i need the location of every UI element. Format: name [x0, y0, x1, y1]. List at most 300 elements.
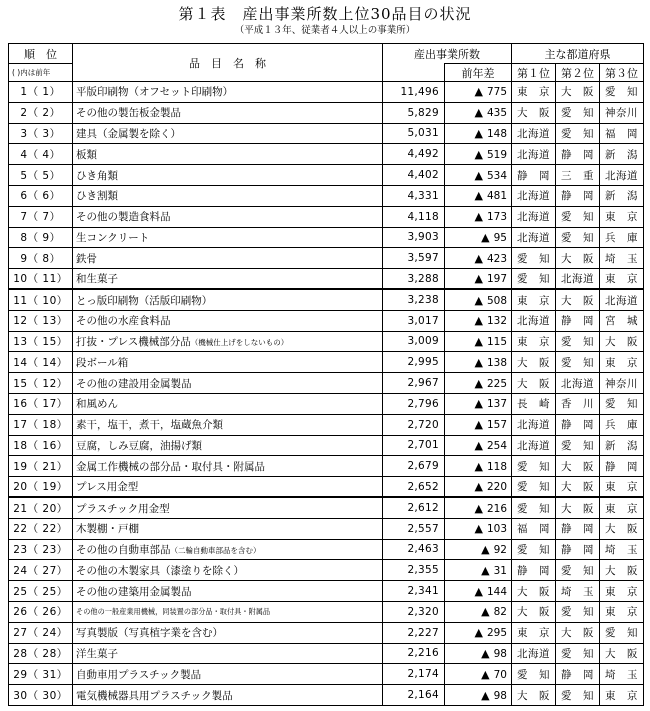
- row-item-name: 和生菓子: [76, 273, 118, 286]
- decrease-triangle-icon: ▲: [481, 688, 490, 702]
- row-count: 3,288: [383, 269, 445, 290]
- row-item-name: ひき角類: [76, 169, 118, 182]
- row-pref-1: 北海道: [512, 414, 556, 435]
- row-pref-1: 福 岡: [512, 518, 556, 539]
- table-row: [9, 248, 644, 269]
- row-item-name: 鉄骨: [76, 252, 97, 265]
- row-diff: [445, 601, 512, 622]
- row-pref-1: 北海道: [512, 144, 556, 165]
- row-pref-3: 兵 庫: [600, 227, 644, 248]
- row-count: 2,796: [383, 393, 445, 414]
- decrease-triangle-icon: ▲: [474, 438, 483, 452]
- row-pref-1: 北海道: [512, 227, 556, 248]
- row-rank: 15（ 12）: [9, 373, 73, 394]
- row-pref-2: 静 岡: [556, 310, 600, 331]
- row-count: 2,463: [383, 539, 445, 560]
- row-item: [73, 165, 383, 186]
- table-row: [9, 685, 644, 706]
- row-item: [73, 518, 383, 539]
- row-item-name: 板類: [76, 148, 97, 161]
- row-count: 4,492: [383, 144, 445, 165]
- row-rank: 8（ 9）: [9, 227, 73, 248]
- table-row: [9, 477, 644, 498]
- row-item-name: 段ボール箱: [76, 356, 129, 369]
- row-diff: [445, 102, 512, 123]
- decrease-triangle-icon: ▲: [474, 459, 483, 473]
- row-item: [73, 373, 383, 394]
- row-pref-1: 長 崎: [512, 393, 556, 414]
- row-pref-2: 愛 知: [556, 643, 600, 664]
- row-pref-1: 北海道: [512, 643, 556, 664]
- row-pref-1: 静 岡: [512, 165, 556, 186]
- row-item: [73, 331, 383, 352]
- row-item: [73, 477, 383, 498]
- row-item-name: 建具（金属製を除く）: [76, 127, 181, 140]
- row-pref-1: 静 岡: [512, 560, 556, 581]
- row-item-name: プレス用金型: [76, 481, 139, 494]
- row-pref-1: 大 阪: [512, 581, 556, 602]
- decrease-triangle-icon: ▲: [474, 314, 483, 328]
- row-rank: 10（ 11）: [9, 269, 73, 290]
- row-pref-2: 愛 知: [556, 331, 600, 352]
- row-rank: 20（ 19）: [9, 477, 73, 498]
- row-diff-value: 775: [486, 86, 507, 99]
- row-pref-1: 大 阪: [512, 352, 556, 373]
- row-item: [73, 227, 383, 248]
- header-pref-2: 第２位: [556, 64, 600, 82]
- row-item-name: その他の建築用金属製品: [76, 585, 192, 598]
- table-row: [9, 560, 644, 581]
- row-count: 3,017: [383, 310, 445, 331]
- row-item-name: その他の建設用金属製品: [76, 377, 192, 390]
- row-pref-2: 大 阪: [556, 456, 600, 477]
- row-count: 2,557: [383, 518, 445, 539]
- row-diff-value: 508: [486, 294, 507, 307]
- row-item: [73, 685, 383, 706]
- row-item: [73, 664, 383, 685]
- row-pref-2: 愛 知: [556, 435, 600, 456]
- row-pref-1: 北海道: [512, 310, 556, 331]
- row-count: 4,118: [383, 206, 445, 227]
- row-diff-value: 70: [493, 668, 507, 681]
- row-diff: [445, 352, 512, 373]
- row-item-name: 洋生菓子: [76, 647, 118, 660]
- row-diff-value: 216: [486, 502, 507, 515]
- row-diff: [445, 165, 512, 186]
- row-diff-value: 137: [486, 398, 507, 411]
- decrease-triangle-icon: ▲: [481, 542, 490, 556]
- row-diff: [445, 643, 512, 664]
- row-item: [73, 581, 383, 602]
- row-pref-3: 愛 知: [600, 393, 644, 414]
- row-item-name: 自動車用プラスチック製品: [76, 668, 202, 681]
- row-diff: [445, 310, 512, 331]
- row-pref-2: 静 岡: [556, 414, 600, 435]
- row-pref-2: 埼 玉: [556, 581, 600, 602]
- table-row: [9, 352, 644, 373]
- row-pref-3: 東 京: [600, 497, 644, 518]
- row-item: [73, 352, 383, 373]
- row-rank: 16（ 17）: [9, 393, 73, 414]
- row-item: [73, 435, 383, 456]
- row-pref-1: 愛 知: [512, 497, 556, 518]
- row-pref-3: 新 潟: [600, 185, 644, 206]
- row-pref-2: 愛 知: [556, 123, 600, 144]
- row-item: [73, 601, 383, 622]
- row-pref-2: 静 岡: [556, 185, 600, 206]
- decrease-triangle-icon: ▲: [474, 522, 483, 536]
- row-diff: [445, 144, 512, 165]
- row-item-note: （機械仕上げをしないもの）: [190, 337, 289, 347]
- row-count: 3,009: [383, 331, 445, 352]
- table-row: [9, 289, 644, 310]
- row-diff: [445, 497, 512, 518]
- row-count: 2,679: [383, 456, 445, 477]
- row-pref-3: 埼 玉: [600, 664, 644, 685]
- row-pref-2: 愛 知: [556, 352, 600, 373]
- table-row: [9, 331, 644, 352]
- row-rank: 17（ 18）: [9, 414, 73, 435]
- row-pref-2: 大 阪: [556, 289, 600, 310]
- row-diff: [445, 622, 512, 643]
- row-pref-1: 大 阪: [512, 373, 556, 394]
- row-count: 2,320: [383, 601, 445, 622]
- row-pref-3: 大 阪: [600, 331, 644, 352]
- table-row: [9, 581, 644, 602]
- decrease-triangle-icon: ▲: [474, 147, 483, 161]
- row-pref-2: 愛 知: [556, 206, 600, 227]
- row-pref-3: 新 潟: [600, 435, 644, 456]
- row-pref-2: 静 岡: [556, 518, 600, 539]
- row-pref-2: 愛 知: [556, 227, 600, 248]
- table-body: [9, 82, 644, 706]
- row-rank: 3（ 3）: [9, 123, 73, 144]
- row-diff-value: 254: [486, 439, 507, 452]
- row-item-name: ひき割類: [76, 190, 118, 203]
- row-item: [73, 185, 383, 206]
- decrease-triangle-icon: ▲: [481, 646, 490, 660]
- row-pref-2: 北海道: [556, 373, 600, 394]
- row-count: 2,216: [383, 643, 445, 664]
- row-item: [73, 123, 383, 144]
- ranking-table: [8, 43, 644, 706]
- decrease-triangle-icon: ▲: [481, 605, 490, 619]
- row-diff-value: 115: [486, 335, 507, 348]
- header-rank-note: ( )内は前年: [9, 64, 73, 82]
- row-diff: [445, 664, 512, 685]
- table-row: [9, 165, 644, 186]
- row-pref-2: 香 川: [556, 393, 600, 414]
- row-pref-2: 大 阪: [556, 477, 600, 498]
- row-diff: [445, 477, 512, 498]
- row-pref-3: 北海道: [600, 165, 644, 186]
- decrease-triangle-icon: ▲: [474, 126, 483, 140]
- row-pref-1: 愛 知: [512, 269, 556, 290]
- row-diff-value: 423: [486, 252, 507, 265]
- row-diff-value: 118: [486, 460, 507, 473]
- table-row: [9, 518, 644, 539]
- row-diff: [445, 206, 512, 227]
- decrease-triangle-icon: ▲: [474, 272, 483, 286]
- decrease-triangle-icon: ▲: [474, 106, 483, 120]
- table-row: [9, 102, 644, 123]
- row-item-name: 写真製版（写真植字業を含む）: [76, 627, 223, 640]
- row-diff: [445, 560, 512, 581]
- row-item-name: 生コンクリート: [76, 231, 150, 244]
- row-count: 2,995: [383, 352, 445, 373]
- header-pref-3: 第３位: [600, 64, 644, 82]
- row-diff: [445, 185, 512, 206]
- row-pref-2: 静 岡: [556, 664, 600, 685]
- row-pref-1: 東 京: [512, 82, 556, 103]
- decrease-triangle-icon: ▲: [474, 584, 483, 598]
- row-rank: 23（ 23）: [9, 539, 73, 560]
- row-count: 4,402: [383, 165, 445, 186]
- row-pref-3: 東 京: [600, 352, 644, 373]
- row-pref-3: 大 阪: [600, 518, 644, 539]
- row-diff: [445, 331, 512, 352]
- row-pref-3: 東 京: [600, 581, 644, 602]
- row-item: [73, 102, 383, 123]
- row-pref-1: 東 京: [512, 622, 556, 643]
- row-rank: 27（ 24）: [9, 622, 73, 643]
- row-count: 2,967: [383, 373, 445, 394]
- row-count: 2,701: [383, 435, 445, 456]
- row-pref-3: 東 京: [600, 477, 644, 498]
- row-diff: [445, 289, 512, 310]
- row-rank: 12（ 13）: [9, 310, 73, 331]
- row-pref-3: 東 京: [600, 685, 644, 706]
- table-row: [9, 497, 644, 518]
- row-count: 3,238: [383, 289, 445, 310]
- table-title: 第１表 産出事業所数上位30品目の状況: [178, 5, 472, 23]
- table-row: [9, 144, 644, 165]
- row-rank: 1（ 1）: [9, 82, 73, 103]
- row-diff: [445, 685, 512, 706]
- row-item-name: その他の製造食料品: [76, 211, 171, 224]
- row-count: 2,652: [383, 477, 445, 498]
- row-item-name: 平版印刷物（オフセット印刷物）: [76, 86, 234, 99]
- row-diff-value: 295: [486, 627, 507, 640]
- row-pref-2: 静 岡: [556, 539, 600, 560]
- row-rank: 5（ 5）: [9, 165, 73, 186]
- row-rank: 26（ 26）: [9, 601, 73, 622]
- row-count: 2,174: [383, 664, 445, 685]
- row-diff-value: 481: [486, 190, 507, 203]
- row-item-name: 電気機械器具用プラスチック製品: [76, 689, 233, 702]
- row-item: [73, 82, 383, 103]
- row-item: [73, 269, 383, 290]
- row-diff-value: 435: [486, 107, 507, 120]
- row-item-name: その他の製缶板金製品: [76, 107, 181, 120]
- row-diff-value: 132: [486, 315, 507, 328]
- row-diff: [445, 82, 512, 103]
- row-pref-3: 愛 知: [600, 622, 644, 643]
- row-item-name: とっ版印刷物（活版印刷物）: [76, 294, 213, 307]
- table-row: [9, 373, 644, 394]
- table-row: [9, 622, 644, 643]
- row-pref-3: 神奈川: [600, 373, 644, 394]
- row-rank: 28（ 28）: [9, 643, 73, 664]
- row-pref-2: 大 阪: [556, 82, 600, 103]
- row-pref-2: 静 岡: [556, 144, 600, 165]
- row-item-name: 木製棚・戸棚: [76, 523, 139, 536]
- row-count: 2,227: [383, 622, 445, 643]
- row-pref-2: 三 重: [556, 165, 600, 186]
- table-row: [9, 123, 644, 144]
- row-rank: 30（ 30）: [9, 685, 73, 706]
- row-pref-3: 愛 知: [600, 82, 644, 103]
- row-pref-1: 愛 知: [512, 248, 556, 269]
- row-pref-1: 北海道: [512, 123, 556, 144]
- row-pref-3: 大 阪: [600, 643, 644, 664]
- row-rank: 25（ 25）: [9, 581, 73, 602]
- table-row: [9, 414, 644, 435]
- row-pref-2: 愛 知: [556, 601, 600, 622]
- table-row: [9, 435, 644, 456]
- row-rank: 6（ 6）: [9, 185, 73, 206]
- row-item: [73, 643, 383, 664]
- row-diff: [445, 123, 512, 144]
- row-pref-3: 東 京: [600, 269, 644, 290]
- row-pref-3: 東 京: [600, 601, 644, 622]
- header-rank: 順 位: [9, 44, 73, 64]
- row-diff-value: 197: [486, 273, 507, 286]
- table-row: [9, 664, 644, 685]
- row-pref-3: 神奈川: [600, 102, 644, 123]
- table-row: [9, 393, 644, 414]
- row-rank: 18（ 16）: [9, 435, 73, 456]
- row-pref-1: 大 阪: [512, 102, 556, 123]
- row-pref-1: 愛 知: [512, 456, 556, 477]
- row-count: 2,164: [383, 685, 445, 706]
- row-item: [73, 497, 383, 518]
- row-rank: 9（ 8）: [9, 248, 73, 269]
- row-diff-value: 148: [486, 127, 507, 140]
- row-pref-3: 兵 庫: [600, 414, 644, 435]
- row-diff: [445, 456, 512, 477]
- row-count: 5,829: [383, 102, 445, 123]
- row-item: [73, 144, 383, 165]
- row-diff-value: 103: [486, 523, 507, 536]
- row-pref-3: 新 潟: [600, 144, 644, 165]
- table-row: [9, 539, 644, 560]
- row-diff-value: 157: [486, 419, 507, 432]
- row-rank: 21（ 20）: [9, 497, 73, 518]
- row-rank: 2（ 2）: [9, 102, 73, 123]
- row-diff-value: 98: [493, 647, 507, 660]
- row-pref-1: 北海道: [512, 435, 556, 456]
- row-count: 2,612: [383, 497, 445, 518]
- row-pref-1: 北海道: [512, 206, 556, 227]
- decrease-triangle-icon: ▲: [481, 667, 490, 681]
- row-count: 2,341: [383, 581, 445, 602]
- decrease-triangle-icon: ▲: [474, 626, 483, 640]
- row-diff: [445, 227, 512, 248]
- row-diff: [445, 393, 512, 414]
- row-diff: [445, 373, 512, 394]
- row-rank: 4（ 4）: [9, 144, 73, 165]
- row-rank: 29（ 31）: [9, 664, 73, 685]
- table-row: [9, 601, 644, 622]
- table-row: [9, 456, 644, 477]
- row-pref-1: 愛 知: [512, 477, 556, 498]
- row-item: [73, 622, 383, 643]
- row-pref-2: 愛 知: [556, 685, 600, 706]
- row-pref-1: 大 阪: [512, 601, 556, 622]
- decrease-triangle-icon: ▲: [474, 334, 483, 348]
- row-item-name: 和風めん: [76, 398, 118, 411]
- decrease-triangle-icon: ▲: [474, 85, 483, 99]
- row-item-name: 豆腐，しみ豆腐，油揚げ類: [76, 439, 202, 452]
- row-count: 3,597: [383, 248, 445, 269]
- row-diff-value: 220: [486, 481, 507, 494]
- table-subtitle: （平成１３年、従業者４人以上の事業所）: [234, 25, 416, 36]
- row-rank: 11（ 10）: [9, 289, 73, 310]
- row-item: [73, 206, 383, 227]
- row-item: [73, 289, 383, 310]
- row-diff: [445, 539, 512, 560]
- row-count: 5,031: [383, 123, 445, 144]
- row-pref-1: 愛 知: [512, 664, 556, 685]
- row-rank: 13（ 15）: [9, 331, 73, 352]
- row-pref-2: 愛 知: [556, 102, 600, 123]
- row-rank: 14（ 14）: [9, 352, 73, 373]
- row-rank: 7（ 7）: [9, 206, 73, 227]
- header-count-blank: [383, 64, 445, 82]
- row-count: 4,331: [383, 185, 445, 206]
- row-pref-2: 大 阪: [556, 622, 600, 643]
- decrease-triangle-icon: ▲: [474, 210, 483, 224]
- row-diff-value: 98: [493, 689, 507, 702]
- row-item-name: その他の木製家具（漆塗りを除く）: [76, 564, 244, 577]
- row-count: 2,720: [383, 414, 445, 435]
- row-pref-3: 宮 城: [600, 310, 644, 331]
- row-pref-3: 福 岡: [600, 123, 644, 144]
- row-rank: 19（ 21）: [9, 456, 73, 477]
- decrease-triangle-icon: ▲: [474, 168, 483, 182]
- row-item-name: その他の水産食料品: [76, 315, 171, 328]
- row-diff: [445, 581, 512, 602]
- row-item: [73, 414, 383, 435]
- row-rank: 22（ 22）: [9, 518, 73, 539]
- decrease-triangle-icon: ▲: [474, 355, 483, 369]
- header-count: 産出事業所数: [383, 44, 512, 64]
- row-item-name: 素干，塩干，煮干，塩蔵魚介類: [76, 419, 223, 432]
- row-item-name: プラスチック用金型: [76, 502, 170, 515]
- row-pref-3: 埼 玉: [600, 248, 644, 269]
- row-pref-1: 大 阪: [512, 685, 556, 706]
- row-item: [73, 248, 383, 269]
- row-diff-value: 82: [493, 606, 507, 619]
- row-diff: [445, 414, 512, 435]
- decrease-triangle-icon: ▲: [481, 230, 490, 244]
- row-pref-1: 東 京: [512, 289, 556, 310]
- row-pref-3: 北海道: [600, 289, 644, 310]
- row-pref-3: 大 阪: [600, 560, 644, 581]
- header-diff: 前年差: [445, 64, 512, 82]
- row-diff-value: 225: [486, 377, 507, 390]
- table-row: [9, 269, 644, 290]
- row-diff: [445, 518, 512, 539]
- row-diff-value: 31: [493, 564, 507, 577]
- row-count: 11,496: [383, 82, 445, 103]
- row-count: 2,355: [383, 560, 445, 581]
- row-item-name: 打抜・プレス機械部分品: [76, 335, 191, 348]
- table-row: [9, 310, 644, 331]
- header-pref-1: 第１位: [512, 64, 556, 82]
- table-row: [9, 82, 644, 103]
